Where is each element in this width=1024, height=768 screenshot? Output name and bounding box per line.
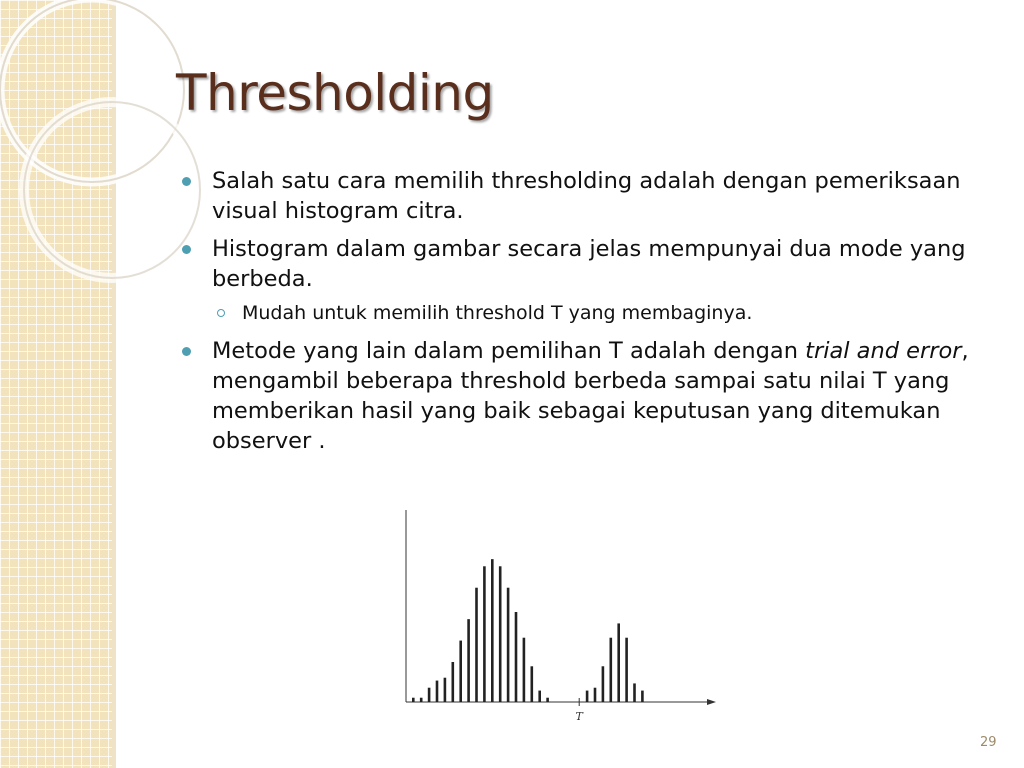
bullet-dot-icon [182,177,191,186]
histogram-bar [538,691,541,702]
histogram-bar [602,666,605,702]
histogram-bar [436,681,439,702]
histogram-bar [467,619,470,702]
slide-title: Thresholding [176,64,494,122]
bullet-text: Histogram dalam gambar secara jelas mempunyai dua mode yang berbeda. [212,236,966,292]
page-number: 29 [980,735,997,750]
histogram-bar [586,691,589,702]
histogram-bar [499,566,502,702]
histogram-bar [633,683,636,702]
bullet-item [180,166,980,226]
histogram-bar [531,666,534,702]
histogram-bar [641,691,644,702]
histogram-bar [523,638,526,702]
bullet-dot-icon [182,245,191,254]
histogram-bar [420,698,423,702]
bullet-item [180,234,980,294]
histogram-bar [546,698,549,702]
histogram-bars [412,559,644,702]
histogram-bar [452,662,455,702]
histogram-bar [459,641,462,702]
bullet-text-part: , mengambil beberapa threshold berbeda sampai satu nilai T yang memberikan hasil yang baik sebagai keputusan yang ditemukan observer . [212,338,969,454]
bullet-emphasis: trial and error [805,338,962,364]
histogram-bar [491,559,494,702]
sub-bullet-ring-icon [217,309,225,317]
bullet-text-part: Metode yang lain dalam pemilihan T adalah dengan [212,338,806,364]
threshold-label: T [575,710,583,723]
histogram-bar [444,678,447,702]
histogram-chart [396,500,726,730]
slide-content [180,166,980,464]
histogram-bar [507,588,510,702]
histogram-bar [475,588,478,702]
bullet-item [180,336,980,456]
histogram-bar [412,698,415,702]
histogram-bar [594,688,597,702]
histogram-bar [610,638,613,702]
bullet-text: Salah satu cara memilih thresholding adalah dengan pemeriksaan visual histogram citra. [212,168,961,224]
sub-bullet-item [180,300,980,326]
histogram-bar [515,612,518,702]
histogram-bar [483,566,486,702]
sub-bullet-text: Mudah untuk memilih threshold T yang membaginya. [242,302,753,324]
histogram-bar [617,623,620,702]
x-axis-arrow-icon [707,699,716,705]
histogram-bar [625,638,628,702]
histogram-bar [428,688,431,702]
bullet-dot-icon [182,347,191,356]
